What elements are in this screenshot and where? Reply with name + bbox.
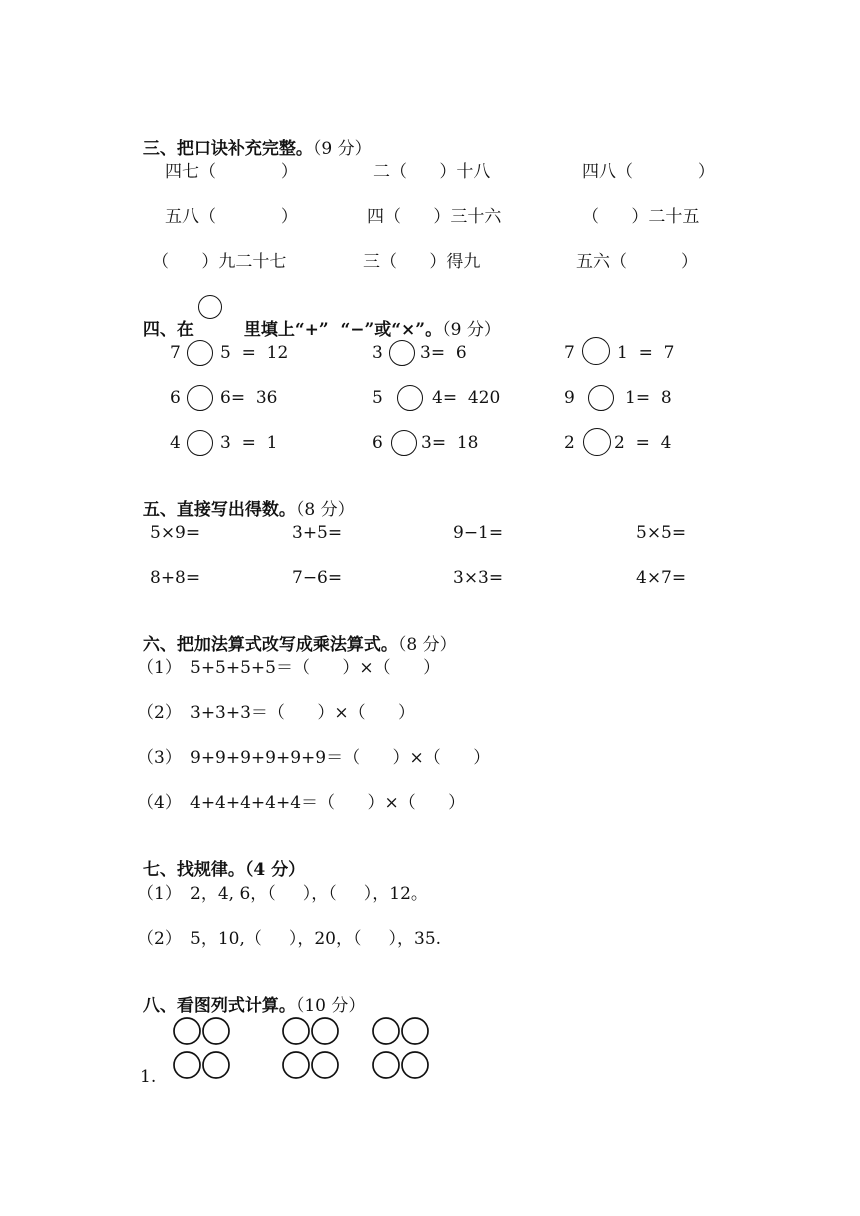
operator-blank-circle[interactable] bbox=[187, 430, 213, 456]
item-number: （1） bbox=[137, 658, 182, 678]
arithmetic-item: 8+8= bbox=[150, 568, 201, 588]
section-7-points: （4 分） bbox=[244, 860, 306, 880]
circle-group bbox=[373, 1018, 428, 1078]
circle-icon bbox=[312, 1018, 338, 1044]
operand-a: 9 bbox=[564, 388, 575, 408]
operand-a: 5 bbox=[372, 388, 383, 408]
circle-icon bbox=[402, 1052, 428, 1078]
operand-b: 6= 36 bbox=[220, 388, 278, 408]
arithmetic-item: 4×7= bbox=[636, 568, 687, 588]
operator-blank-circle[interactable] bbox=[397, 385, 423, 411]
pattern-sequence: 5，10,（ ），20，（ ），35. bbox=[190, 929, 442, 949]
section-7-title: 七、找规律。 bbox=[142, 860, 245, 880]
rhyme-item: （ ）九二十七 bbox=[152, 252, 287, 272]
arithmetic-item: 3+5= bbox=[292, 523, 343, 543]
question-1-label: 1. bbox=[140, 1067, 157, 1087]
operand-a: 3 bbox=[372, 343, 383, 363]
section-7-heading bbox=[131, 837, 305, 881]
circle-icon bbox=[283, 1018, 309, 1044]
rhyme-item: 四八（ ） bbox=[582, 162, 715, 182]
operand-b: 5 = 12 bbox=[220, 343, 289, 363]
rhyme-item: 五八（ ） bbox=[165, 207, 298, 227]
operator-blank-circle[interactable] bbox=[389, 340, 415, 366]
operand-b: 3= 6 bbox=[420, 343, 467, 363]
item-number: （2） bbox=[137, 703, 182, 723]
circle-icon bbox=[174, 1018, 200, 1044]
item-number: （3） bbox=[137, 748, 182, 768]
operand-b: 2 = 4 bbox=[614, 433, 672, 453]
blank-circle-icon bbox=[198, 295, 222, 319]
rhyme-item: 四七（ ） bbox=[165, 162, 298, 182]
item-number: （2） bbox=[137, 929, 182, 949]
operand-a: 4 bbox=[170, 433, 181, 453]
arithmetic-item: 5×9= bbox=[150, 523, 201, 543]
operator-blank-circle[interactable] bbox=[583, 428, 611, 456]
circle-icon bbox=[312, 1052, 338, 1078]
operand-a: 7 bbox=[564, 343, 575, 363]
section-3-points: （9 分） bbox=[312, 139, 372, 159]
section-3-heading bbox=[131, 116, 372, 160]
section-5-title: 五、直接写出得数。 bbox=[142, 500, 296, 520]
item-number: （1） bbox=[137, 884, 182, 904]
rhyme-item: （ ）二十五 bbox=[582, 207, 700, 227]
operand-b: 3= 18 bbox=[421, 433, 479, 453]
operator-blank-circle[interactable] bbox=[582, 337, 610, 365]
operand-a: 6 bbox=[170, 388, 181, 408]
rewrite-expression: 9+9+9+9+9+9＝（ ）×（ ） bbox=[190, 748, 491, 768]
operand-b: 4= 420 bbox=[432, 388, 501, 408]
pattern-sequence: 2，4, 6，（ ），（ ），12。 bbox=[190, 884, 428, 904]
operator-blank-circle[interactable] bbox=[391, 430, 417, 456]
section-4-heading bbox=[131, 297, 194, 341]
arithmetic-item: 7−6= bbox=[292, 568, 343, 588]
operand-b: 1 = 7 bbox=[617, 343, 675, 363]
rhyme-item: 四（ ）三十六 bbox=[367, 207, 502, 227]
operand-b: 1= 8 bbox=[625, 388, 672, 408]
rewrite-expression: 5+5+5+5＝（ ）×（ ） bbox=[190, 658, 441, 678]
circle-icon bbox=[203, 1018, 229, 1044]
circle-group bbox=[283, 1018, 338, 1078]
rhyme-item: 三（ ）得九 bbox=[363, 252, 481, 272]
circle-icon bbox=[283, 1052, 309, 1078]
operand-a: 6 bbox=[372, 433, 383, 453]
section-3-title: 三、把口诀补充完整。 bbox=[142, 139, 313, 159]
section-6-heading bbox=[131, 612, 457, 656]
rhyme-item: 五六（ ） bbox=[576, 252, 699, 272]
section-8-title: 八、看图列式计算。 bbox=[142, 996, 296, 1016]
circle-icon bbox=[373, 1052, 399, 1078]
rewrite-expression: 4+4+4+4+4＝（ ）×（ ） bbox=[190, 793, 466, 813]
section-5-heading bbox=[131, 477, 355, 521]
section-4-title-rest: 里填上“+” “−”或“×”。 bbox=[243, 320, 443, 340]
item-number: （4） bbox=[137, 793, 182, 813]
circle-group bbox=[174, 1018, 229, 1078]
section-4-title: 四、在 bbox=[142, 320, 194, 340]
operator-blank-circle[interactable] bbox=[588, 385, 614, 411]
arithmetic-item: 9−1= bbox=[453, 523, 504, 543]
circle-icon bbox=[402, 1018, 428, 1044]
circle-groups-figure bbox=[170, 1014, 440, 1084]
section-4-points: （9 分） bbox=[442, 320, 501, 340]
section-6-title: 六、把加法算式改写成乘法算式。 bbox=[142, 635, 398, 655]
operand-a: 2 bbox=[564, 433, 575, 453]
operator-blank-circle[interactable] bbox=[187, 385, 213, 411]
operand-a: 7 bbox=[170, 343, 181, 363]
arithmetic-item: 3×3= bbox=[453, 568, 504, 588]
section-8-heading bbox=[131, 973, 365, 1017]
arithmetic-item: 5×5= bbox=[636, 523, 687, 543]
operator-blank-circle[interactable] bbox=[187, 340, 213, 366]
rewrite-expression: 3+3+3＝（ ）×（ ） bbox=[190, 703, 416, 723]
section-8-points: （10 分） bbox=[295, 996, 366, 1016]
section-5-points: （8 分） bbox=[295, 500, 355, 520]
circle-icon bbox=[373, 1018, 399, 1044]
rhyme-item: 二（ ）十八 bbox=[373, 162, 491, 182]
section-6-points: （8 分） bbox=[397, 635, 457, 655]
circle-icon bbox=[174, 1052, 200, 1078]
operand-b: 3 = 1 bbox=[220, 433, 278, 453]
section-4-heading-rest bbox=[232, 297, 501, 341]
circle-icon bbox=[203, 1052, 229, 1078]
